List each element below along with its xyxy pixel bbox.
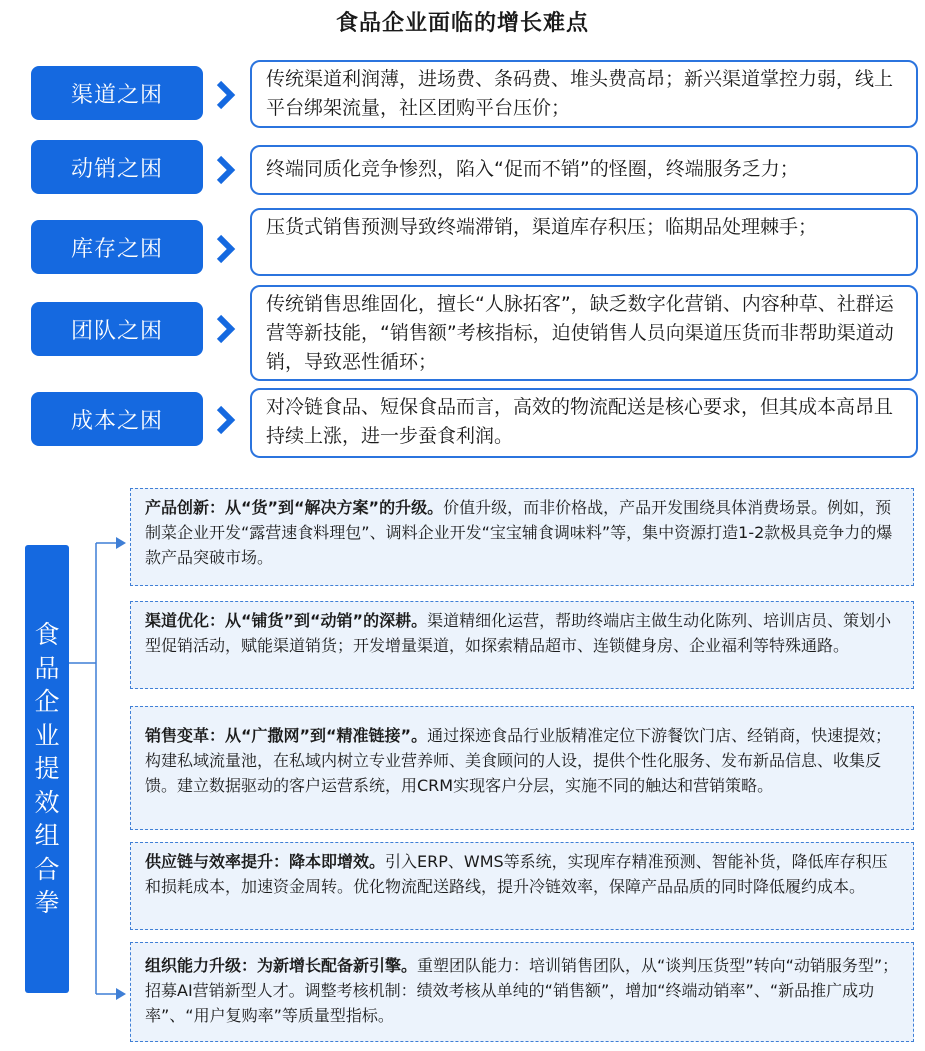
solution-text: 价值升级，而非价格战，产品开发围绕具体消费场景。例如，预制菜企业开发“露营速食料理包”、调料企业开发“宝宝辅食调味料”等，集中资源打造1-2款极具竞争力的爆款产品突破市场。 bbox=[145, 498, 893, 567]
side-label-char: 效 bbox=[34, 787, 60, 817]
solution-heading: 渠道优化：从“铺货”到“动销”的深耕。 bbox=[145, 611, 428, 630]
problem-description: 压货式销售预测导致终端滞销，渠道库存积压；临期品处理棘手； bbox=[250, 208, 918, 276]
side-label-char: 企 bbox=[34, 687, 60, 717]
problem-label: 团队之困 bbox=[31, 302, 203, 356]
problem-label: 库存之困 bbox=[31, 220, 203, 274]
solution-text: 渠道精细化运营，帮助终端店主做生动化陈列、培训店员、策划小型促销活动，赋能渠道销货；开发增量渠道，如探索精品超市、连锁健身房、企业福利等特殊通路。 bbox=[145, 611, 892, 655]
solution-box-supply-chain bbox=[130, 842, 914, 930]
side-label-char: 食 bbox=[34, 620, 60, 650]
solution-box-product bbox=[130, 488, 914, 586]
solution-heading: 销售变革：从“广撒网”到“精准链接”。 bbox=[145, 726, 428, 745]
solution-box-sales bbox=[130, 706, 914, 830]
page-title: 食品企业面临的增长难点 bbox=[335, 11, 589, 36]
solution-heading: 产品创新：从“货”到“解决方案”的升级。 bbox=[145, 498, 444, 517]
side-label bbox=[25, 545, 69, 993]
problem-label: 渠道之困 bbox=[31, 66, 203, 120]
problem-description: 对冷链食品、短保食品而言，高效的物流配送是核心要求，但其成本高昂且持续上涨，进一步蚕食利润。 bbox=[250, 388, 918, 458]
solution-text: 重塑团队能力：培训销售团队，从“谈判压货型”转向“动销服务型”；招募AI营销新型人才。调整考核机制：绩效考核从单纯的“销售额”，增加“终端动销率”、“新品推广成功率”、“用户复购率”等质量型指标。 bbox=[145, 956, 899, 1025]
side-label-char: 提 bbox=[34, 754, 60, 784]
problem-description: 传统销售思维固化，擅长“人脉拓客”，缺乏数字化营销、内容种草、社群运营等新技能，“销售额”考核指标，迫使销售人员向渠道压货而非帮助渠道动销，导致恶性循环； bbox=[250, 285, 918, 381]
side-label-char: 拳 bbox=[34, 888, 60, 918]
solution-text: 引入ERP、WMS等系统，实现库存精准预测、智能补货，降低库存积压和损耗成本，加速资金周转。优化物流配送路线，提升冷链效率，保障产品品质的同时降低履约成本。 bbox=[145, 852, 888, 896]
side-label-char: 合 bbox=[34, 854, 60, 884]
side-label-char: 品 bbox=[34, 653, 60, 683]
problem-description: 终端同质化竞争惨烈，陷入“促而不销”的怪圈，终端服务乏力； bbox=[250, 145, 918, 195]
solution-heading: 供应链与效率提升：降本即增效。 bbox=[145, 852, 386, 871]
problem-description: 传统渠道利润薄，进场费、条码费、堆头费高昂；新兴渠道掌控力弱，线上平台绑架流量，社区团购平台压价； bbox=[250, 60, 918, 128]
problem-label: 成本之困 bbox=[31, 392, 203, 446]
problem-label: 动销之困 bbox=[31, 140, 203, 194]
solution-heading: 组织能力升级：为新增长配备新引擎。 bbox=[145, 956, 418, 975]
side-label-char: 组 bbox=[34, 821, 60, 851]
solution-box-organization bbox=[130, 942, 914, 1042]
side-label-char: 业 bbox=[34, 720, 60, 750]
solution-box-channel bbox=[130, 601, 914, 689]
solution-text: 通过探迹食品行业版精准定位下游餐饮门店、经销商，快速提效；构建私域流量池，在私域内树立专业营养师、美食顾问的人设，提供个性化服务、发布新品信息、收集反馈。建立数据驱动的客户运营系统，用CRM实现客户分层，实施不同的触达和营销策略。 bbox=[145, 726, 892, 795]
